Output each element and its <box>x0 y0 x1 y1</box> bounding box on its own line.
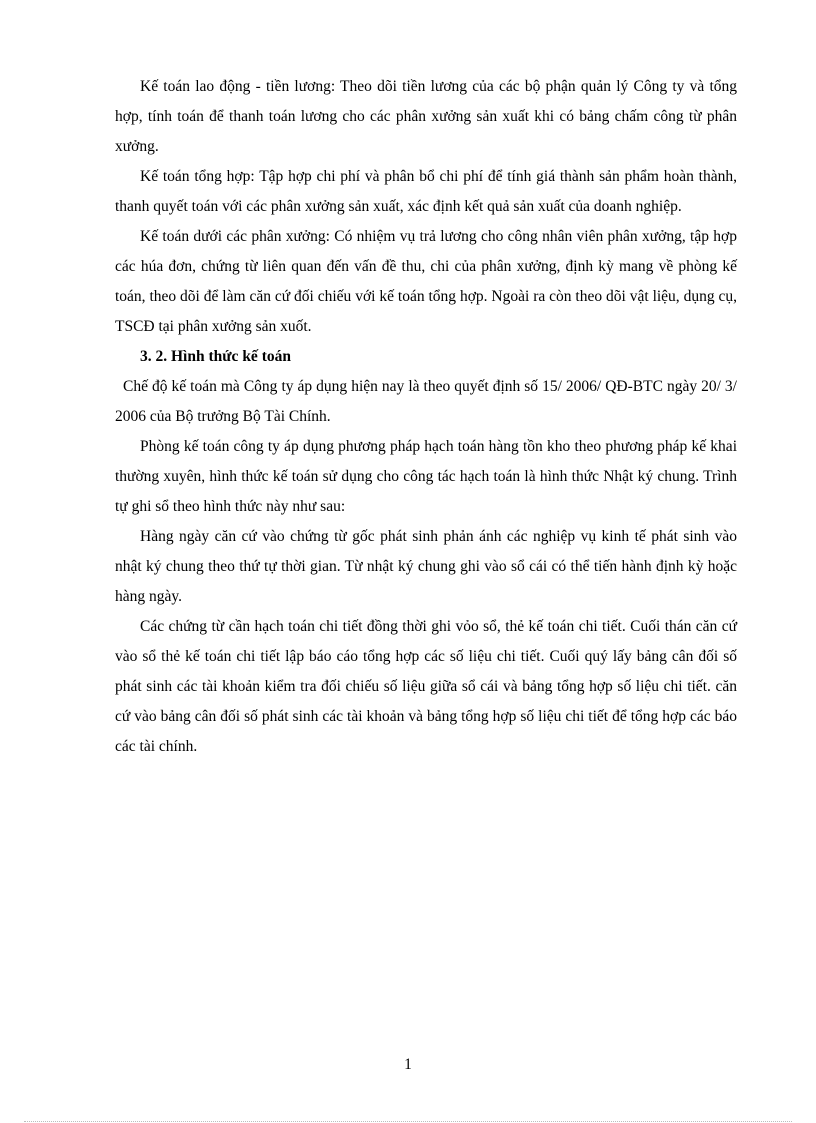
paragraph-payroll-accountant: Kế toán lao động - tiền lương: Theo dõi tiền lương của các bộ phận quản lý Công ty và tổng hợp, tính toán để thanh toán lương cho các phân xưởng sản xuất khi có bảng chấm công từ phân xưởng. <box>115 78 737 155</box>
paragraph-workshop-accountant: Kế toán dưới các phân xưởng: Có nhiệm vụ trả lương cho công nhân viên phân xưởng, tập hợp các húa đơn, chứng từ liên quan đến vấn đề thu, chi của phân xưởng, định kỳ mang về phòng kế toán, theo dõi để làm căn cứ đối chiếu với kế toán tổng hợp. Ngoài ra còn theo dõi vật liệu, dụng cụ, TSCĐ tại phân xưởng sản xuốt. <box>115 228 737 335</box>
paragraph-daily-recording: Hàng ngày căn cứ vào chứng từ gốc phát sinh phản ánh các nghiệp vụ kinh tế phát sinh vào nhật ký chung theo thứ tự thời gian. Từ nhật ký chung ghi vào sổ cái có thể tiến hành định kỳ hoặc hàng ngày. <box>115 528 737 605</box>
paragraph-accounting-regime: Chế độ kế toán mà Công ty áp dụng hiện nay là theo quyết định số 15/ 2006/ QĐ-BTC ngày 20/ 3/ 2006 của Bộ trưởng Bộ Tài Chính. <box>115 378 737 425</box>
paragraph-general-accountant: Kế toán tổng hợp: Tập hợp chi phí và phân bổ chi phí để tính giá thành sản phẩm hoàn thành, thanh quyết toán với các phân xưởng sản xuất, xác định kết quả sản xuất của doanh nghiệp. <box>115 168 737 215</box>
page-number: 1 <box>404 1056 412 1073</box>
paragraph-detailed-records: Các chứng từ cần hạch toán chi tiết đồng thời ghi vỏo sổ, thẻ kế toán chi tiết. Cuối thán căn cứ vào sổ thẻ kế toán chi tiết lập báo cáo tổng hợp các số liệu chi tiết. Cuối quý lấy bảng cân đối số phát sinh các tài khoản kiểm tra đối chiếu số liệu giữa sổ cái và bảng tổng hợp số liệu chi tiết. căn cứ vào bảng cân đối số phát sinh các tài khoản và bảng tổng hợp số liệu chi tiết để tổng hợp các báo các tài chính. <box>115 618 737 755</box>
section-heading: 3. 2. Hình thức kế toán <box>140 348 291 365</box>
page-bottom-divider <box>24 1121 792 1122</box>
document-body <box>115 72 737 762</box>
paragraph-inventory-method: Phòng kế toán công ty áp dụng phương pháp hạch toán hàng tồn kho theo phương pháp kế khai thường xuyên, hình thức kế toán sử dụng cho công tác hạch toán là hình thức Nhật ký chung. Trình tự ghi sổ theo hình thức này như sau: <box>115 438 737 515</box>
